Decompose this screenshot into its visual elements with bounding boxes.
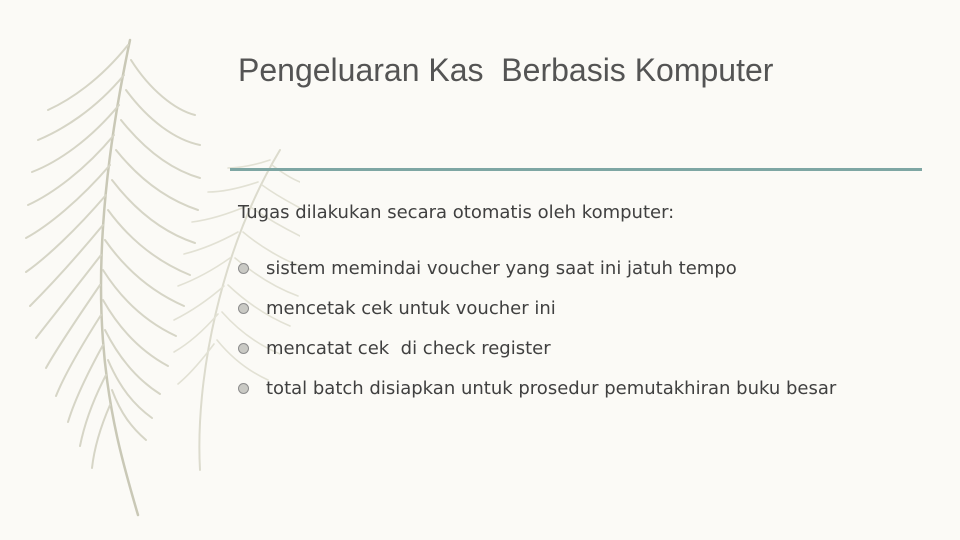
slide-title: Pengeluaran Kas Berbasis Komputer xyxy=(238,52,774,88)
bullet-text: mencatat cek di check register xyxy=(266,337,551,359)
bullet-dot-icon xyxy=(238,343,249,354)
bullet-item xyxy=(238,288,836,328)
bullet-item xyxy=(238,248,836,288)
bullet-text: mencetak cek untuk voucher ini xyxy=(266,297,556,319)
bullet-list xyxy=(238,248,836,408)
bullet-dot-icon xyxy=(238,383,249,394)
bullet-item xyxy=(238,368,836,408)
bullet-dot-icon xyxy=(238,263,249,274)
bullet-item xyxy=(238,328,836,368)
bullet-text: total batch disiapkan untuk prosedur pemutakhiran buku besar xyxy=(266,377,837,399)
title-divider xyxy=(230,168,922,171)
bullet-text: sistem memindai voucher yang saat ini jatuh tempo xyxy=(266,257,737,279)
intro-text: Tugas dilakukan secara otomatis oleh komputer: xyxy=(238,202,675,223)
bullet-dot-icon xyxy=(238,303,249,314)
